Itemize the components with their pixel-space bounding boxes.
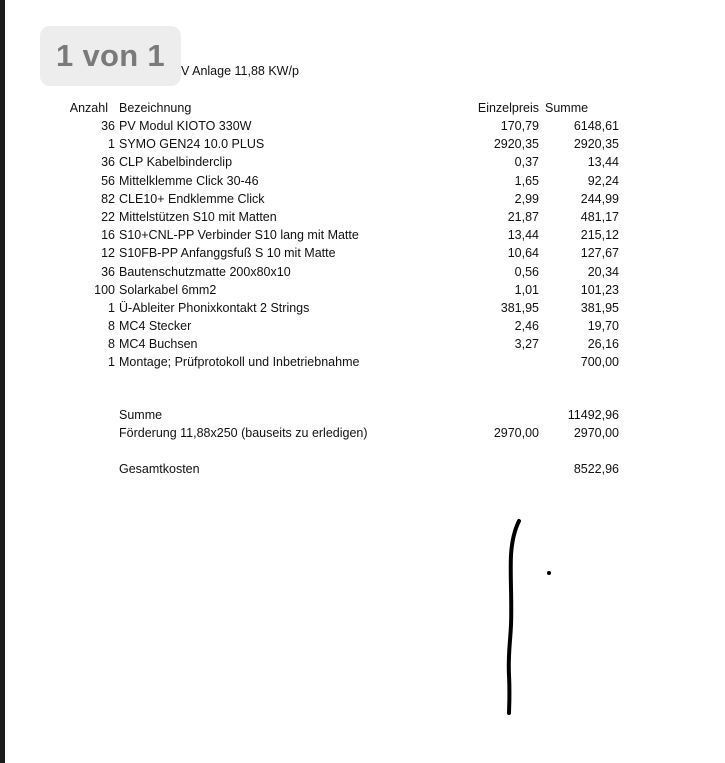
document-title: V Anlage 11,88 KW/p [181,64,299,78]
item-sum: 244,99 [580,191,619,206]
viewer-left-edge [0,0,5,763]
table-row [0,118,725,136]
table-row [0,300,725,318]
foerderung-unit: 2970,00 [493,426,539,440]
signature-stroke [509,521,519,713]
table-row [0,264,725,282]
table-row [0,282,725,300]
item-name: Bautenschutzmatte 200x80x10 [119,264,291,279]
foerderung-row [0,425,725,443]
table-row [0,154,725,172]
item-unit-price: 2,99 [514,191,539,206]
item-qty: 36 [101,155,115,170]
header-anzahl: Anzahl [69,101,108,115]
item-name: S10FB-PP Anfanggsfuß S 10 mit Matte [119,246,336,261]
item-unit-price: 0,56 [514,264,539,279]
summe-value: 11492,96 [567,408,619,422]
gesamtkosten-row [0,461,725,479]
item-qty: 36 [101,119,115,133]
item-sum: 20,34 [587,264,619,279]
page-indicator: 1 von 1 [40,26,181,86]
table-row [0,354,725,372]
item-name: SYMO GEN24 10.0 PLUS [119,137,265,152]
header-einzelpreis: Einzelpreis [477,101,539,115]
item-unit-price: 0,37 [514,155,539,170]
item-unit-price: 2920,35 [493,137,539,152]
item-qty: 22 [101,209,115,224]
item-sum: 19,70 [587,319,619,334]
table-row [0,318,725,336]
item-unit-price: 3,27 [514,337,539,352]
item-qty: 1 [108,300,115,315]
item-sum: 700,00 [580,355,619,370]
handwritten-signature [495,515,565,720]
item-name: Montage; Prüfprotokoll und Inbetriebnahme [119,355,360,370]
item-qty: 100 [94,282,115,297]
summe-label: Summe [119,408,163,422]
table-row [0,336,725,354]
summe-row [0,407,725,425]
item-qty: 1 [108,355,115,370]
signature-dot [547,571,551,575]
item-qty: 1 [108,137,115,152]
item-unit-price: 1,65 [514,173,539,188]
item-name: S10+CNL-PP Verbinder S10 lang mit Matte [119,228,359,243]
item-sum: 481,17 [580,209,619,224]
item-sum: 2920,35 [573,137,619,152]
table-row [0,209,725,227]
item-qty: 56 [101,173,115,188]
item-qty: 36 [101,264,115,279]
header-summe: Summe [545,101,589,115]
item-sum: 381,95 [580,300,619,315]
item-name: Ü-Ableiter Phonixkontakt 2 Strings [119,300,310,315]
item-qty: 16 [101,228,115,243]
item-sum: 101,23 [580,282,619,297]
table-row [0,191,725,209]
table-row [0,173,725,191]
item-qty: 12 [101,246,115,261]
item-name: Mittelklemme Click 30-46 [119,173,259,188]
item-unit-price: 13,44 [507,228,539,243]
item-name: CLE10+ Endklemme Click [119,191,265,206]
item-unit-price: 10,64 [507,246,539,261]
item-sum: 127,67 [580,246,619,261]
item-name: CLP Kabelbinderclip [119,155,233,170]
item-name: MC4 Stecker [119,319,192,334]
item-sum: 6148,61 [573,119,619,133]
gesamtkosten-value: 8522,96 [573,462,619,476]
item-list [0,118,725,373]
item-sum: 215,12 [580,228,619,243]
item-unit-price: 381,95 [500,300,539,315]
item-name: Solarkabel 6mm2 [119,282,217,297]
item-sum: 13,44 [587,155,619,170]
item-qty: 8 [108,319,115,334]
foerderung-value: 2970,00 [573,426,619,440]
item-qty: 82 [101,191,115,206]
item-unit-price: 2,46 [514,319,539,334]
item-sum: 92,24 [587,173,619,188]
item-sum: 26,16 [587,337,619,352]
item-unit-price: 170,79 [500,119,539,133]
item-unit-price: 1,01 [514,282,539,297]
header-bezeichnung: Bezeichnung [119,101,192,115]
table-row [0,227,725,245]
table-row [0,136,725,154]
foerderung-label: Förderung 11,88x250 (bauseits zu erledigen) [119,426,368,440]
item-name: Mittelstützen S10 mit Matten [119,209,277,224]
gesamtkosten-label: Gesamtkosten [119,462,200,476]
item-unit-price: 21,87 [507,209,539,224]
table-row [0,245,725,263]
item-name: PV Modul KIOTO 330W [119,119,252,133]
item-qty: 8 [108,337,115,352]
item-name: MC4 Buchsen [119,337,198,352]
